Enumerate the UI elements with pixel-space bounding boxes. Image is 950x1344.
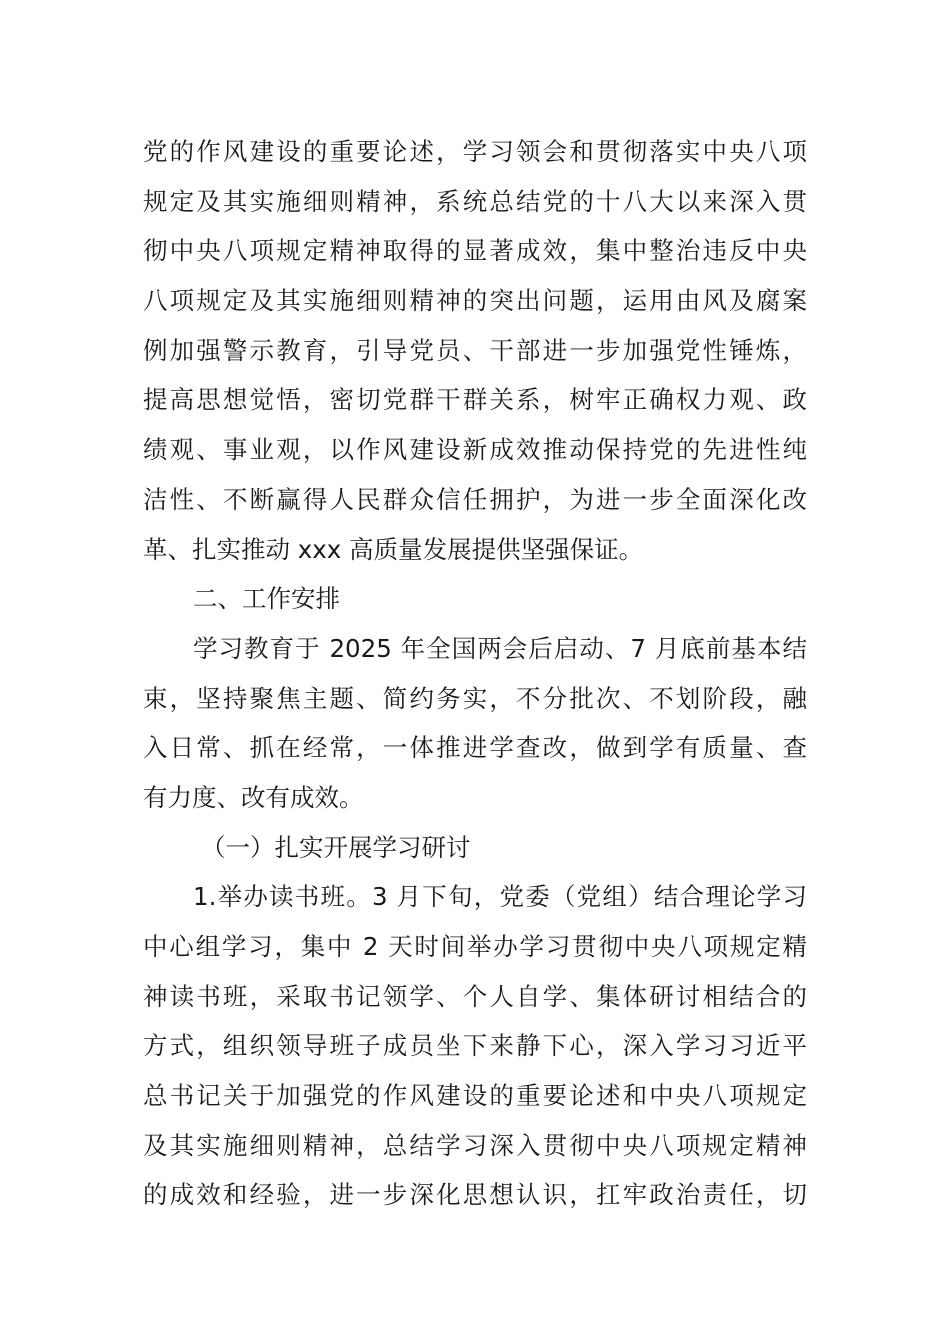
body-line: 神读书班，采取书记领学、个人自学、集体研讨相结合的 xyxy=(143,981,807,1011)
body-line: 总书记关于加强党的作风建设的重要论述和中央八项规定 xyxy=(143,1081,807,1111)
body-line: 洁性、不断赢得人民群众信任拥护，为进一步全面深化改 xyxy=(143,484,807,514)
body-line: 八项规定及其实施细则精神的突出问题，运用由风及腐案 xyxy=(143,286,807,316)
body-line: 党的作风建设的重要论述，学习领会和贯彻落实中央八项 xyxy=(143,137,807,166)
body-line: 绩观、事业观，以作风建设新成效推动保持党的先进性纯 xyxy=(143,435,807,465)
body-line: 有力度、改有成效。 xyxy=(143,782,364,812)
body-line: 中心组学习，集中 2 天时间举办学习贯彻中央八项规定精 xyxy=(143,932,807,961)
body-line: 例加强警示教育，引导党员、干部进一步加强党性锤炼， xyxy=(143,335,807,365)
body-line: 1.举办读书班。3 月下旬，党委（党组）结合理论学习 xyxy=(193,882,807,912)
body-line: 及其实施细则精神，总结学习深入贯彻中央八项规定精神 xyxy=(143,1130,807,1160)
body-line: 提高思想觉悟，密切党群干群关系，树牢正确权力观、政 xyxy=(143,385,807,415)
body-line: 方式，组织领导班子成员坐下来静下心，深入学习习近平 xyxy=(143,1031,807,1061)
body-line: 彻中央八项规定精神取得的显著成效，集中整治违反中央 xyxy=(143,236,807,266)
body-line: 入日常、抓在经常，一体推进学查改，做到学有质量、查 xyxy=(143,733,807,763)
subsection-heading: （一）扎实开展学习研讨 xyxy=(201,832,471,862)
document-body xyxy=(143,127,807,1220)
body-line: 的成效和经验，进一步深化思想认识，扛牢政治责任，切 xyxy=(143,1180,807,1210)
body-line: 革、扎实推动 xxx 高质量发展提供坚强保证。 xyxy=(143,534,644,564)
body-line: 学习教育于 2025 年全国两会后启动、7 月底前基本结 xyxy=(193,633,807,663)
section-heading: 二、工作安排 xyxy=(193,584,340,614)
body-line: 规定及其实施细则精神，系统总结党的十八大以来深入贯 xyxy=(143,186,807,216)
body-line: 束，坚持聚焦主题、简约务实，不分批次、不划阶段，融 xyxy=(143,683,807,713)
